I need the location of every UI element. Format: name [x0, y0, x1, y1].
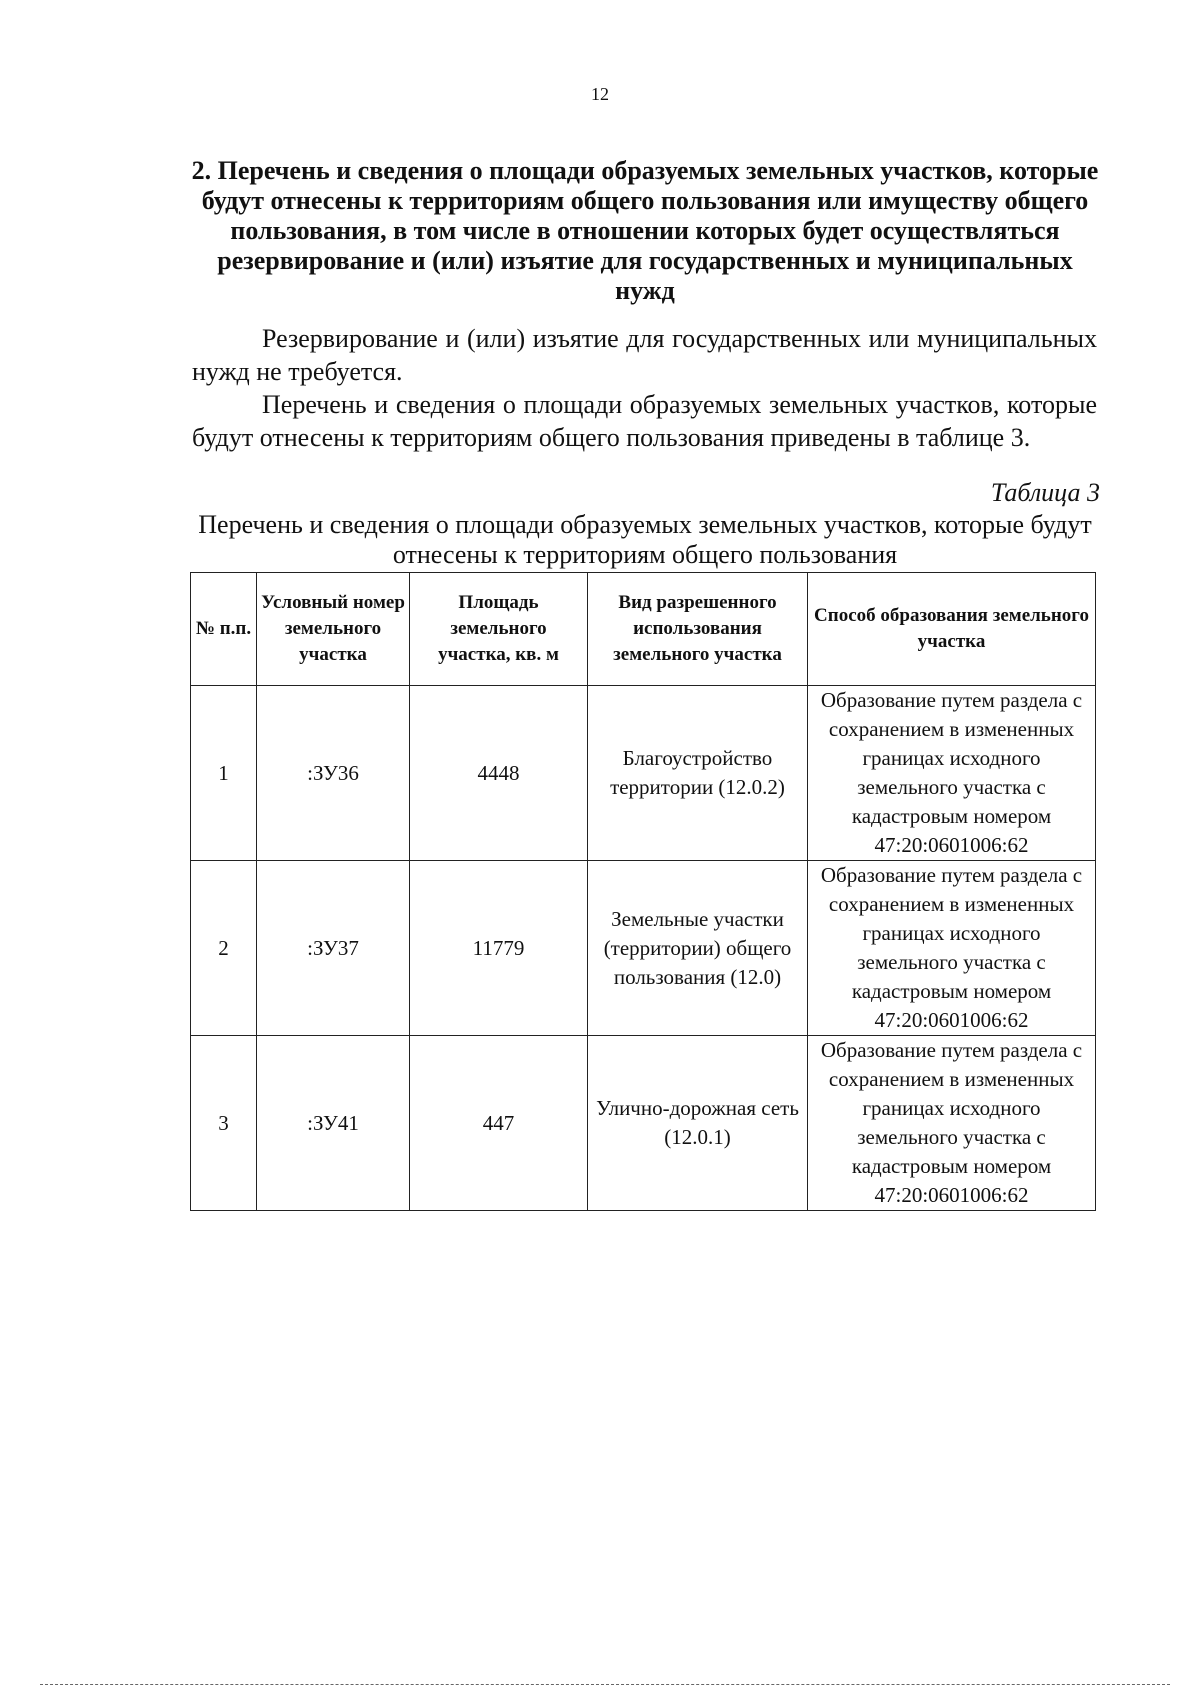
page-number: 12 [591, 84, 609, 104]
header-code: Условный номер земельного участка [257, 573, 410, 686]
cell-method: Образование путем раздела с сохранением в измененных границах исходного земельного участка с кадастровым номером 47:20:0601006:62 [808, 861, 1096, 1036]
table-label: Таблица 3 [990, 478, 1100, 507]
land-plots-table [190, 572, 1096, 1211]
table-row [191, 861, 1096, 1036]
cell-method: Образование путем раздела с сохранением в измененных границах исходного земельного участка с кадастровым номером 47:20:0601006:62 [808, 1036, 1096, 1211]
table-row [191, 1036, 1096, 1211]
cell-area: 4448 [410, 686, 588, 861]
section-heading: 2. Перечень и сведения о площади образуемых земельных участков, которые будут отнесены к территориям общего пользования или имуществу общего пользования, в том числе в отношении которых будет осуществляться резервирование и (или) изъятие для государственных и муниципальных нужд [191, 156, 1099, 305]
header-area: Площадь земельного участка, кв. м [410, 573, 588, 686]
paragraph-table-reference: Перечень и сведения о площади образуемых земельных участков, которые будут отнесены к территориям общего пользования приведены в таблице 3. [192, 390, 1097, 452]
scan-edge-divider [40, 1684, 1170, 1685]
cell-code: :ЗУ41 [257, 1036, 410, 1211]
header-use: Вид разрешенного использования земельного участка [588, 573, 808, 686]
cell-use: Улично-дорожная сеть (12.0.1) [588, 1036, 808, 1211]
header-number: № п.п. [191, 573, 257, 686]
cell-use: Земельные участки (территории) общего пользования (12.0) [588, 861, 808, 1036]
table-row [191, 686, 1096, 861]
cell-area: 11779 [410, 861, 588, 1036]
cell-method: Образование путем раздела с сохранением в измененных границах исходного земельного участка с кадастровым номером 47:20:0601006:62 [808, 686, 1096, 861]
cell-number: 2 [191, 861, 257, 1036]
cell-code: :ЗУ37 [257, 861, 410, 1036]
header-method: Способ образования земельного участка [808, 573, 1096, 686]
cell-code: :ЗУ36 [257, 686, 410, 861]
cell-number: 3 [191, 1036, 257, 1211]
paragraph-reservation: Резервирование и (или) изъятие для государственных или муниципальных нужд не требуется. [192, 324, 1097, 386]
table-header-row [191, 573, 1096, 686]
cell-area: 447 [410, 1036, 588, 1211]
cell-number: 1 [191, 686, 257, 861]
cell-use: Благоустройство территории (12.0.2) [588, 686, 808, 861]
table-caption: Перечень и сведения о площади образуемых земельных участков, которые будут отнесены к территориям общего пользования [198, 510, 1092, 569]
